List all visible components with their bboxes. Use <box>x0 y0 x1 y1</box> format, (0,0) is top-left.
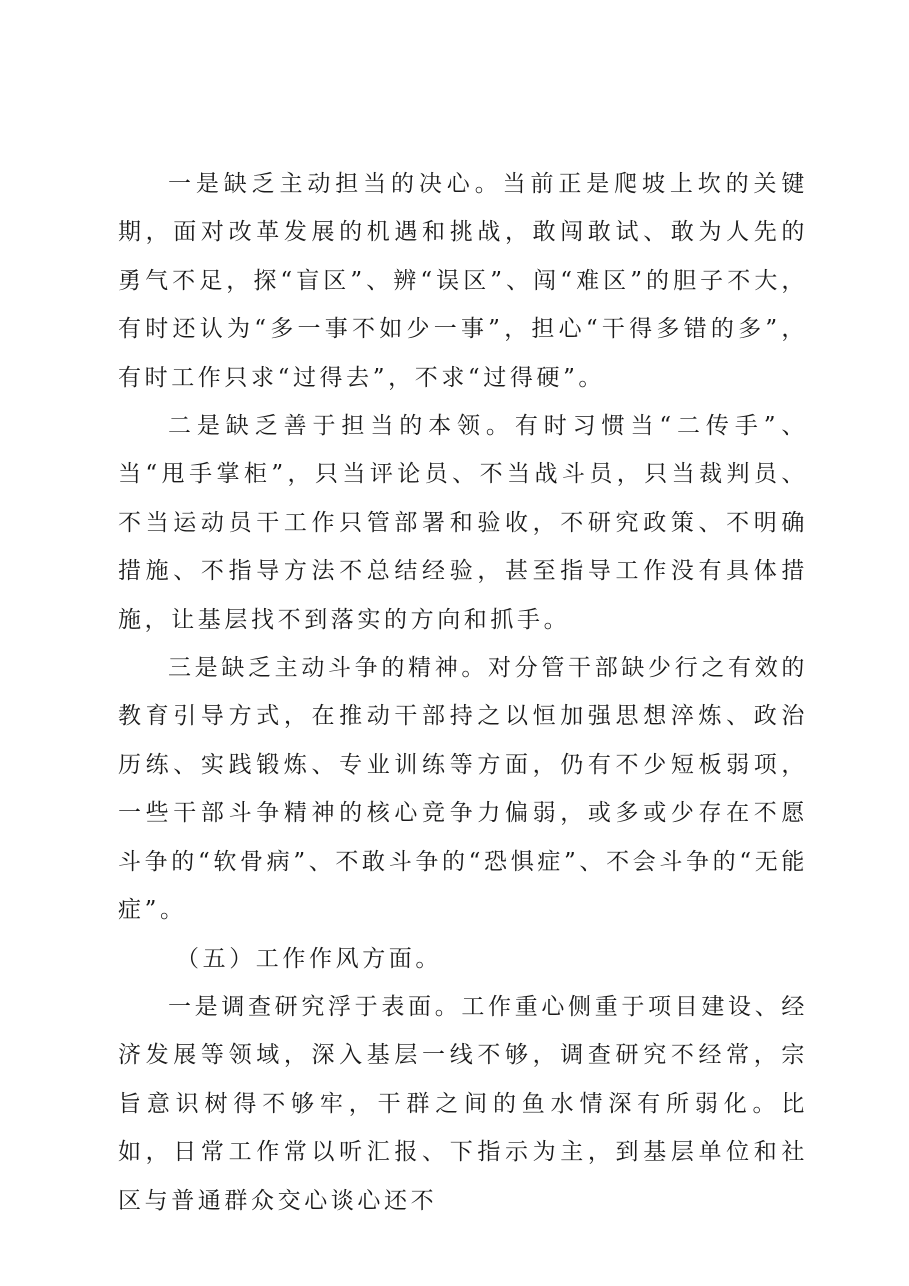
paragraph-responsibility-skills: 二是缺乏善于担当的本领。有时习惯当“二传手”、当“甩手掌柜”，只当评论员、不当战斗员，只当裁判员、不当运动员干工作只管部署和验收，不研究政策、不明确措施、不指导方法不总结经验，甚至指导工作没有具体措施，让基层找不到落实的方向和抓手。 <box>118 413 808 633</box>
paragraph-investigation-research: 一是调查研究浮于表面。工作重心侧重于项目建设、经济发展等领域，深入基层一线不够，调查研究不经常，宗旨意识树得不够牢，干群之间的鱼水情深有所弱化。比如，日常工作常以听汇报、下指示为主，到基层单位和社区与普通群众交心谈心还不 <box>118 993 808 1214</box>
paragraph-fighting-spirit: 三是缺乏主动斗争的精神。对分管干部缺少行之有效的教育引导方式，在推动干部持之以恒加强思想淬炼、政治历练、实践锻炼、专业训练等方面，仍有不少短板弱项，一些干部斗争精神的核心竞争力偏弱，或多或少存在不愿斗争的“软骨病”、不敢斗争的“恐惧症”、不会斗争的“无能症”。 <box>118 655 808 924</box>
document-body <box>118 160 808 1225</box>
paragraph-taking-responsibility-resolve: 一是缺乏主动担当的决心。当前正是爬坡上坎的关键期，面对改革发展的机遇和挑战，敢闯敢试、敢为人先的勇气不足，探“盲区”、辨“误区”、闯“难区”的胆子不大，有时还认为“多一事不如少一事”，担心“干得多错的多”，有时工作只求“过得去”，不求“过得硬”。 <box>118 171 808 391</box>
section-heading-work-style: （五）工作作风方面。 <box>176 945 442 972</box>
